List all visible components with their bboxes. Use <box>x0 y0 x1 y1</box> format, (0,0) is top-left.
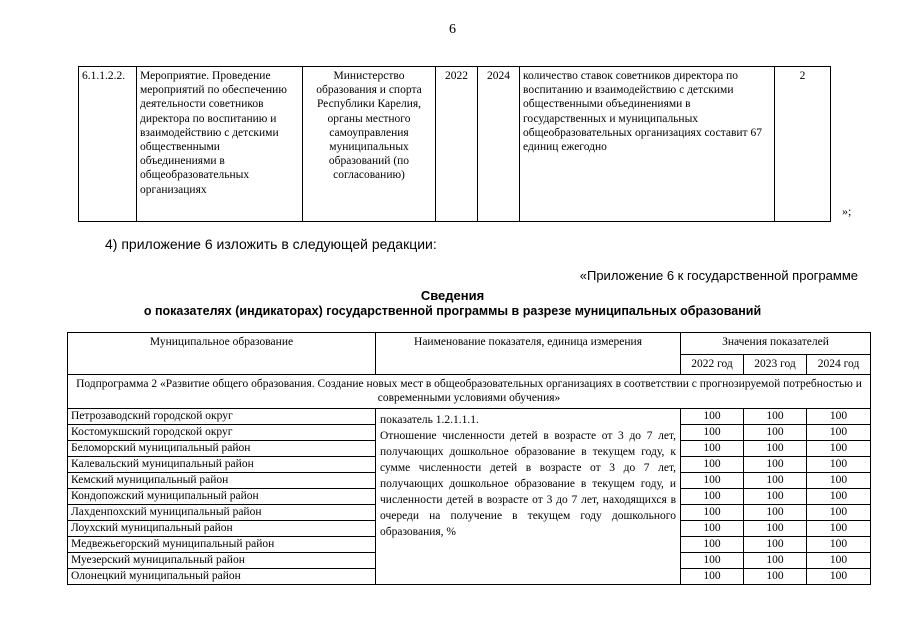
subprogram-title: Подпрограмма 2 «Развитие общего образования. Создание новых мест в общеобразовательных организациях в соответствии с прогнозируемой потребностью и современными условиями обучения» <box>68 375 871 409</box>
indicators-table <box>67 332 871 585</box>
municipality-name: Беломорский муниципальный район <box>68 441 376 457</box>
activity-row <box>79 67 831 222</box>
municipality-name: Костомукшский городской округ <box>68 425 376 441</box>
value-2023: 100 <box>744 441 807 457</box>
municipality-name: Муезерский муниципальный район <box>68 553 376 569</box>
activity-result: количество ставок советников директора по воспитанию и взаимодействию с детскими общественными объединениями в государственных и муниципальных общеобразовательных организациях составит 67 единиц ежегодно <box>520 67 775 222</box>
table-row <box>68 409 871 425</box>
value-2022: 100 <box>681 409 744 425</box>
appendix-heading: «Приложение 6 к государственной программе <box>579 268 858 283</box>
table-title: Сведения <box>420 288 485 303</box>
table-subtitle: о показателях (индикаторах) государственной программы в разрезе муниципальных образований <box>143 304 762 318</box>
value-2024: 100 <box>807 457 871 473</box>
activity-event: Мероприятие. Проведение мероприятий по обеспечению деятельности советников директора по воспитанию и взаимодействию с детскими общественными объединениями в общеобразовательных организациях <box>137 67 303 222</box>
value-2024: 100 <box>807 521 871 537</box>
value-2024: 100 <box>807 489 871 505</box>
municipality-name: Кемский муниципальный район <box>68 473 376 489</box>
value-2024: 100 <box>807 473 871 489</box>
header-indicator: Наименование показателя, единица измерения <box>376 333 681 375</box>
header-year-2024: 2024 год <box>807 355 871 375</box>
activity-table <box>78 66 831 222</box>
value-2023: 100 <box>744 521 807 537</box>
value-2022: 100 <box>681 425 744 441</box>
value-2024: 100 <box>807 409 871 425</box>
value-2023: 100 <box>744 425 807 441</box>
closing-quote: »; <box>842 204 852 218</box>
value-2023: 100 <box>744 553 807 569</box>
value-2023: 100 <box>744 473 807 489</box>
value-2022: 100 <box>681 553 744 569</box>
value-2023: 100 <box>744 457 807 473</box>
value-2024: 100 <box>807 441 871 457</box>
value-2023: 100 <box>744 489 807 505</box>
value-2024: 100 <box>807 553 871 569</box>
activity-executor: Министерство образования и спорта Республики Карелия, органы местного самоуправления муниципальных образований (по согласованию) <box>303 67 436 222</box>
activity-year-start: 2022 <box>436 67 478 222</box>
header-year-2022: 2022 год <box>681 355 744 375</box>
municipality-name: Олонецкий муниципальный район <box>68 569 376 585</box>
value-2022: 100 <box>681 537 744 553</box>
municipality-name: Калевальский муниципальный район <box>68 457 376 473</box>
amendment-instruction: 4) приложение 6 изложить в следующей редакции: <box>105 236 437 252</box>
value-2024: 100 <box>807 425 871 441</box>
value-2022: 100 <box>681 489 744 505</box>
value-2023: 100 <box>744 505 807 521</box>
municipality-name: Кондопожский муниципальный район <box>68 489 376 505</box>
value-2024: 100 <box>807 569 871 585</box>
activity-year-end: 2024 <box>478 67 520 222</box>
municipality-name: Лоухский муниципальный район <box>68 521 376 537</box>
header-row <box>68 333 871 355</box>
indicator-code: показатель 1.2.1.1.1. <box>380 414 479 426</box>
subprogram-row <box>68 375 871 409</box>
municipality-name: Лахденпохский муниципальный район <box>68 505 376 521</box>
page-number: 6 <box>449 22 456 37</box>
value-2022: 100 <box>681 457 744 473</box>
header-municipality: Муниципальное образование <box>68 333 376 375</box>
indicator-cell <box>376 409 681 585</box>
header-year-2023: 2023 год <box>744 355 807 375</box>
municipality-name: Медвежьегорский муниципальный район <box>68 537 376 553</box>
activity-link: 2 <box>775 67 831 222</box>
value-2022: 100 <box>681 473 744 489</box>
activity-code: 6.1.1.2.2. <box>79 67 137 222</box>
indicator-text: Отношение численности детей в возрасте от 3 до 7 лет, получающих дошкольное образование в текущем году, к сумме численности детей в возрасте от 3 до 7 лет, получающих дошкольное образование в текущем году, и численности детей в возрасте от 3 до 7 лет, находящихся в очереди на получение в текущем году дошкольного образования, % <box>380 430 676 538</box>
value-2022: 100 <box>681 441 744 457</box>
value-2023: 100 <box>744 537 807 553</box>
value-2023: 100 <box>744 409 807 425</box>
value-2022: 100 <box>681 505 744 521</box>
value-2022: 100 <box>681 569 744 585</box>
value-2024: 100 <box>807 505 871 521</box>
header-values: Значения показателей <box>681 333 871 355</box>
municipality-name: Петрозаводский городской округ <box>68 409 376 425</box>
value-2022: 100 <box>681 521 744 537</box>
value-2023: 100 <box>744 569 807 585</box>
value-2024: 100 <box>807 537 871 553</box>
